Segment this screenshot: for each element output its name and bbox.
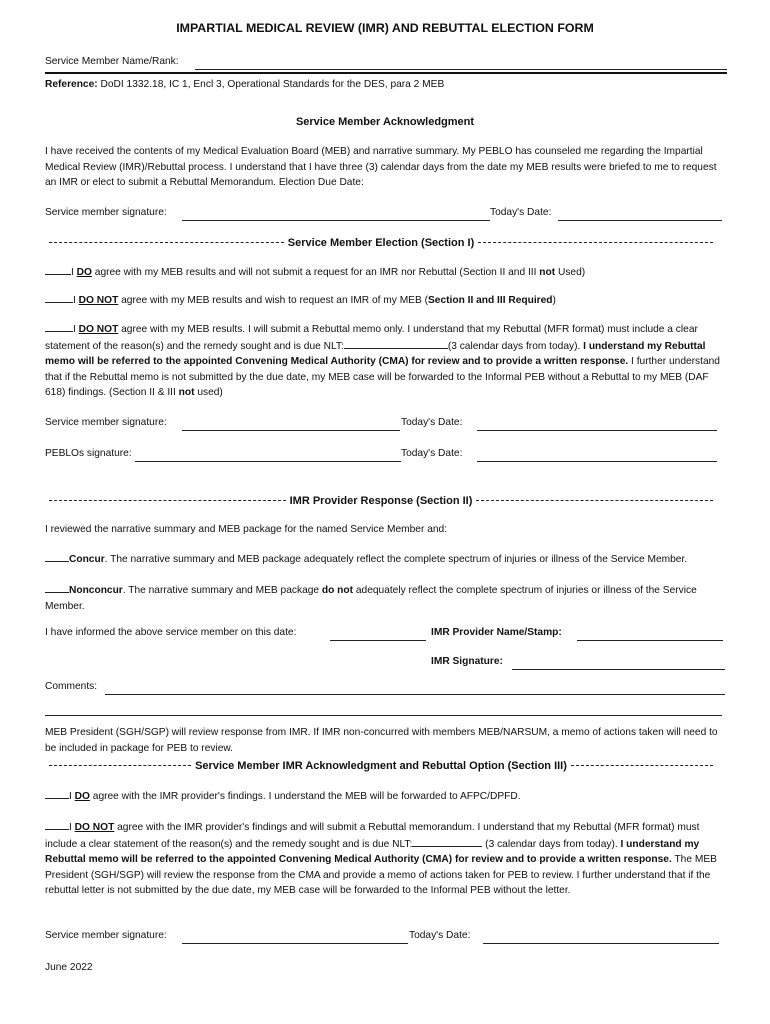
s1-option-do-blank[interactable] (45, 264, 71, 275)
s3-signature-row (45, 930, 727, 945)
footer-date: June 2022 (45, 962, 93, 973)
s3-date-field[interactable] (483, 943, 719, 944)
s1-option-imr-blank[interactable] (45, 292, 73, 303)
name-rank-row (45, 56, 727, 71)
reference-label: Reference: (45, 79, 98, 90)
s1-date-label: Today's Date: (401, 417, 463, 428)
comments-label: Comments: (45, 681, 98, 692)
do-emphasis: DO (74, 791, 90, 802)
section2-heading: IMR Provider Response (Section II) (289, 494, 473, 507)
comments-line-2[interactable] (45, 715, 722, 716)
provider-field[interactable] (577, 640, 723, 641)
s1-option-imr: I DO NOT agree with my MEB results and wish to request an IMR of my MEB (Section II and III Required) (45, 292, 556, 308)
ack-heading: Service Member Acknowledgment (295, 116, 475, 128)
s3-option-rebuttal: I DO NOT agree with the IMR provider's findings and will submit a Rebuttal memorandum. I understand that my Rebuttal (MFR format) must include a clear statement of the reason(s) and the remedy sought and is due NLT: (3 calendar days from today). I understand my Rebuttal memo will be referred to the appointed Convening Medical Authority (CMA) for review and to provide a written response. The MEB President (SGH/SGP) will review the response from the CMA and provide a memo of actions taken for PEB to review. I further understand that if the rebuttal letter is not submitted by the due date, my MEB case will be forwarded to the Informal PEB without the letter. (45, 819, 727, 899)
concur-option: Concur. The narrative summary and MEB package adequately reflect the complete spectrum of injuries or illness of the Service Member. (45, 551, 727, 568)
informed-row (45, 627, 727, 642)
section-dash-right (476, 500, 713, 501)
reference-line (45, 77, 444, 92)
do-not-emphasis: DO NOT (78, 324, 119, 335)
section-dash-right (478, 242, 713, 243)
s3-signature-field[interactable] (182, 943, 408, 944)
ack-signature-label: Service member signature: (45, 207, 167, 218)
comments-row (45, 681, 727, 696)
nonconcur-blank[interactable] (45, 582, 69, 593)
name-rank-field[interactable] (195, 69, 727, 70)
s1-signature-label: Service member signature: (45, 417, 167, 428)
do-not-emphasis: DO NOT (74, 822, 115, 833)
peblo-signature-label: PEBLOs signature: (45, 448, 132, 459)
reference-text: DoDI 1332.18, IC 1, Encl 3, Operational Standards for the DES, para 2 MEB (100, 79, 445, 90)
s1-date-field[interactable] (477, 430, 717, 431)
s3-due-field[interactable] (412, 836, 482, 847)
section-dash-left (49, 500, 286, 501)
ack-signature-field[interactable] (182, 220, 490, 221)
s3-signature-label: Service member signature: (45, 930, 167, 941)
imr-signature-label: IMR Signature: (431, 656, 503, 667)
s3-option-do: I DO agree with the IMR provider's findings. I understand the MEB will be forwarded to AFPC/DPFD. (45, 788, 521, 804)
informed-date-field[interactable] (330, 640, 426, 641)
president-note: MEB President (SGH/SGP) will review response from IMR. If IMR non-concurred with members MEB/NARSUM, a memo of actions taken will need to be included in package for PEB to review. (45, 727, 718, 754)
section2-header (45, 493, 717, 508)
s1-signature-row (45, 417, 727, 432)
section-dash-right (571, 765, 713, 766)
peblo-signature-row (45, 448, 727, 463)
header-divider (45, 72, 727, 74)
peblo-date-field[interactable] (477, 461, 717, 462)
section-dash-left (49, 242, 284, 243)
ack-date-label: Today's Date: (490, 207, 552, 218)
s3-date-label: Today's Date: (409, 930, 471, 941)
ack-signature-row (45, 207, 727, 222)
section3-header (45, 758, 717, 773)
s1-option-rebuttal-blank[interactable] (45, 321, 73, 332)
peblo-signature-field[interactable] (135, 461, 401, 462)
section1-header (45, 235, 717, 250)
section3-heading: Service Member IMR Acknowledgment and Rebuttal Option (Section III) (195, 759, 567, 772)
informed-label: I have informed the above service member on this date: (45, 627, 297, 638)
form-title: IMPARTIAL MEDICAL REVIEW (IMR) AND REBUTTAL ELECTION FORM (176, 21, 594, 35)
nonconcur-option: Nonconcur. The narrative summary and MEB package do not adequately reflect the complete spectrum of injuries or illness of the Service Member. (45, 582, 727, 614)
s3-option-rebuttal-blank[interactable] (45, 819, 69, 830)
s1-option-do: I DO agree with my MEB results and will not submit a request for an IMR nor Rebuttal (Section II and III not Used) (45, 264, 585, 280)
imr-signature-row (45, 656, 727, 671)
section1-heading: Service Member Election (Section I) (287, 236, 475, 249)
section-dash-left (49, 765, 191, 766)
rebuttal-due-field[interactable] (344, 338, 448, 349)
ack-date-field[interactable] (558, 220, 722, 221)
s1-signature-field[interactable] (182, 430, 400, 431)
name-rank-label: Service Member Name/Rank: (45, 56, 179, 67)
peblo-date-label: Today's Date: (401, 448, 463, 459)
ack-paragraph: I have received the contents of my Medical Evaluation Board (MEB) and narrative summary. My PEBLO has counseled me regarding the Impartial Medical Review (IMR)/Rebuttal process. I understand that I have three (3) calendar days from the date my MEB results were briefed to me to request an IMR or elect to submit a Rebuttal Memorandum. Election Due Date: (45, 146, 717, 188)
comments-field[interactable] (105, 694, 725, 695)
s3-option-do-blank[interactable] (45, 788, 69, 799)
s2-intro: I reviewed the narrative summary and MEB package for the named Service Member and: (45, 524, 448, 535)
concur-blank[interactable] (45, 551, 69, 562)
imr-signature-field[interactable] (512, 669, 725, 670)
do-emphasis: DO (76, 267, 92, 278)
do-not-emphasis: DO NOT (78, 295, 119, 306)
s1-option-rebuttal: I DO NOT agree with my MEB results. I will submit a Rebuttal memo only. I understand that my Rebuttal (MFR format) must include a clear statement of the reason(s) and the remedy sought and is due NLT: (3 calendar days from today). I understand my Rebuttal memo will be referred to the appointed Convening Medical Authority (CMA) for review and to provide a written response. I further understand that if the Rebuttal memo is not submitted by the due date, my MEB case will be forwarded to the Informal PEB without a Rebuttal to my MEB (DAF 618) findings. (Section II & III not used) (45, 321, 727, 401)
nonconcur-label: Nonconcur (69, 585, 123, 596)
concur-label: Concur (69, 554, 105, 565)
provider-label: IMR Provider Name/Stamp: (431, 627, 562, 638)
